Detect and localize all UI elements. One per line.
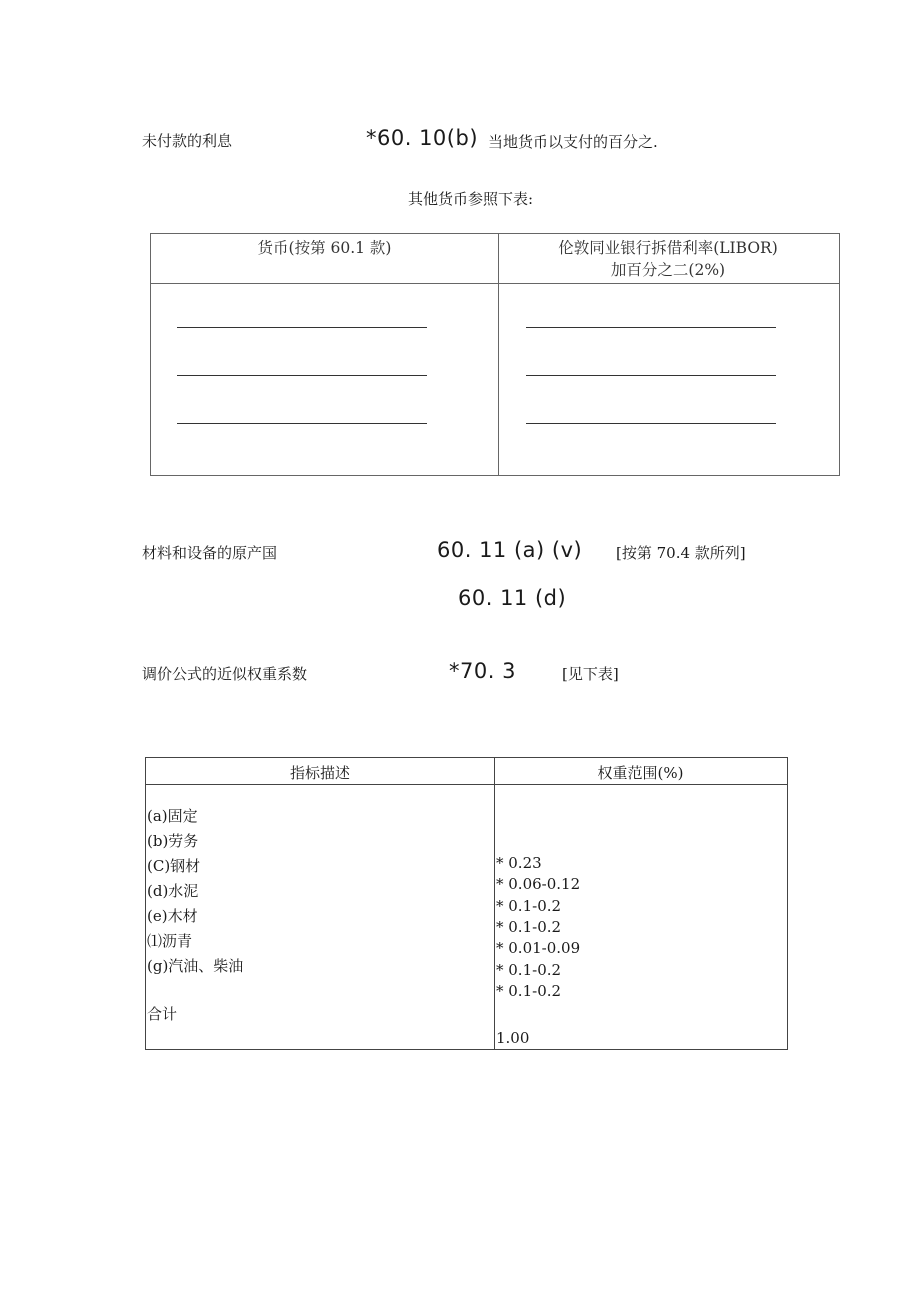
weight-labour: * 0.06-0.12 (496, 875, 581, 893)
weight-timber: * 0.01-0.09 (496, 939, 581, 957)
weights-clause: *70. 3 (449, 659, 516, 683)
libor-blank-line-3 (526, 423, 776, 424)
libor-blank-line-2 (526, 375, 776, 376)
weight-fuel: * 0.1-0.2 (496, 982, 562, 1000)
currency-table (150, 233, 840, 476)
weight-bitumen: * 0.1-0.2 (496, 961, 562, 979)
item-labour: (b)劳务 (147, 832, 199, 850)
index-desc-header: 指标描述 (289, 764, 350, 782)
total-label: 合计 (147, 1005, 178, 1023)
origin-clause-2: 60. 11 (d) (458, 586, 567, 610)
weights-label: 调价公式的近似权重系数 (142, 665, 308, 683)
total-value: 1.00 (496, 1029, 530, 1047)
origin-label: 材料和设备的原产国 (142, 544, 278, 562)
libor-col-header-line2: 加百分之二(2%) (610, 261, 726, 279)
item-timber: (e)木材 (147, 907, 198, 925)
interest-desc: 当地货币以支付的百分之. (488, 133, 658, 151)
weight-table (145, 757, 788, 1050)
interest-clause: *60. 10(b) (366, 126, 479, 150)
libor-col-header-line1: 伦敦同业银行拆借利率(LIBOR) (558, 239, 778, 257)
currency-col-header: 货币(按第 60.1 款) (257, 239, 392, 257)
currency-blank-line-1 (177, 327, 427, 328)
weight-table-header-divider (146, 784, 787, 785)
weight-steel: * 0.1-0.2 (496, 897, 562, 915)
origin-note: [按第 70.4 款所列] (616, 544, 746, 562)
weight-cement: * 0.1-0.2 (496, 918, 562, 936)
weights-note: [见下表] (562, 665, 619, 683)
weight-range-header: 权重范围(%) (597, 764, 684, 782)
currency-table-header-divider (151, 283, 839, 284)
other-currency-note: 其他货币参照下表: (408, 190, 534, 208)
interest-label: 未付款的利息 (142, 132, 233, 150)
libor-blank-line-1 (526, 327, 776, 328)
item-fixed: (a)固定 (147, 807, 198, 825)
item-steel: (C)钢材 (147, 857, 201, 875)
item-fuel: (g)汽油、柴油 (147, 957, 244, 975)
item-cement: (d)水泥 (147, 882, 199, 900)
currency-blank-line-2 (177, 375, 427, 376)
weight-fixed: * 0.23 (496, 854, 542, 872)
origin-clause: 60. 11 (a) (v) (437, 538, 583, 562)
weight-table-column-divider (494, 758, 495, 1049)
currency-blank-line-3 (177, 423, 427, 424)
item-bitumen: ⑴沥青 (147, 932, 193, 950)
